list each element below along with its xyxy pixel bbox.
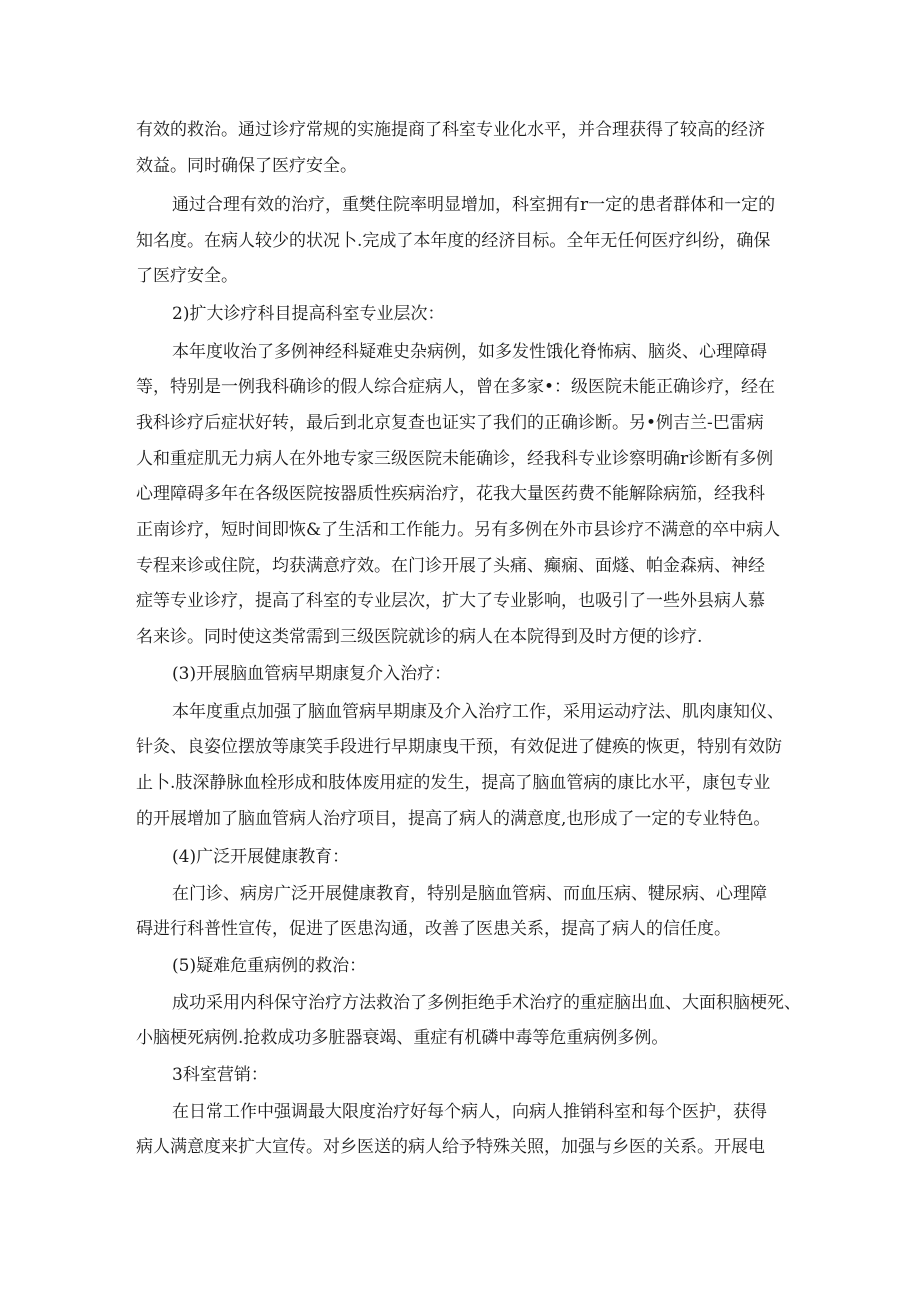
- text-line: 本年度收治了多例神经科疑难史杂病例，如多发性饿化脊怖病、脑炎、心理障碍: [172, 342, 767, 362]
- text-line: 通过合理有效的治疗，重樊住院率明显增加，科室拥有r一定的患者群体和一定的: [172, 195, 776, 215]
- text-line: 等，特别是一例我科确诊的假人综合症病人，曾在多家•：级医院未能正确诊疗，经在: [136, 377, 776, 397]
- text-line: 病人满意度来扩大宣传。对乡医送的病人给予特殊关照，加强与乡医的关系。开展电: [136, 1137, 765, 1157]
- section-heading: (4)广泛开展健康教育：: [172, 847, 350, 867]
- text-line: 有效的救治。通过诊疗常规的实施提商了科室专业化水平，并合理获得了较高的经济: [136, 120, 765, 140]
- text-line: 专程来诊或住院，均获满意疗效。在门诊开展了头痛、癫痫、面燧、帕金森病、神经: [136, 556, 765, 576]
- text-line: 小脑梗死病例.抢救成功多脏器衰竭、重症有机磷中毒等危重病例多例。: [136, 1028, 669, 1048]
- text-line: 效益。同时确保了医疗安全。: [136, 156, 357, 176]
- section-heading: 2)扩大诊疗科目提高科室专业层次：: [172, 304, 445, 324]
- text-line: 本年度重点加强了脑血管病早期康及介入治疗工作，采用运动疗法、肌肉康知仪、: [172, 702, 784, 722]
- text-line: 的开展增加了脑血管病人治疗项目，提高了病人的满意度,也形成了一定的专业特色。: [136, 809, 771, 829]
- text-line: 了医疗安全。: [136, 266, 238, 286]
- section-heading: 3科室营销：: [172, 1065, 268, 1085]
- text-line: 针灸、良姿位摆放等康笑手段进行早期康曳干预，有效促进了健痪的恢更，特别有效防: [136, 737, 782, 757]
- text-line: 人和重症肌无力病人在外地专家三级医院未能确诊，经我科专业诊察明确r诊断有多例: [136, 449, 774, 469]
- text-line: 碍进行科普性宣传，促进了医患沟通，改善了医患关系，提高了病人的信任度。: [136, 919, 731, 939]
- text-line: 症等专业诊疗，提高了科室的专业层次，扩大了专业影响，也吸引了一些外县病人慕: [136, 591, 765, 611]
- text-line: 心理障碍多年在各级医院按器质性疾病治疗，花我大量医药费不能解除病笳，经我科: [136, 484, 765, 504]
- text-line: 我科诊疗后症状好转，最后到北京复查也证实了我们的正确诊断。另•例吉兰-巴雷病: [136, 413, 764, 433]
- text-line: 成功采用内科保守治疗方法救治了多例拒绝手术治疗的重症脑出血、大面积脑梗死、: [172, 993, 801, 1013]
- text-line: 在日常工作中强调最大限度治疗好每个病人，向病人推销科室和每个医护，获得: [172, 1102, 767, 1122]
- text-line: 在门诊、病房广泛开展健康教育，特别是脑血管病、而血压病、犍尿病、心理障: [172, 884, 767, 904]
- text-line: 知名度。在病人较少的状况卜.完成了本年度的经济目标。全年无任何医疗纠纷，确保: [136, 231, 771, 251]
- section-heading: (3)开展脑血管病早期康复介入治疗：: [172, 664, 452, 684]
- text-line: 名来诊。同时使这类常需到三级医院就诊的病人在本院得到及时方便的诊疗.: [136, 627, 703, 647]
- text-line: 止卜.肢深静脉血栓形成和肢体废用症的发生，提高了脑血管病的康比水平，康包专业: [136, 773, 771, 793]
- text-line: 正南诊疗，短时间即恢&了生活和工作能力。另有多例在外市县诊疗不满意的卒中病人: [136, 520, 781, 540]
- section-heading: (5)疑难危重病例的救治：: [172, 956, 367, 976]
